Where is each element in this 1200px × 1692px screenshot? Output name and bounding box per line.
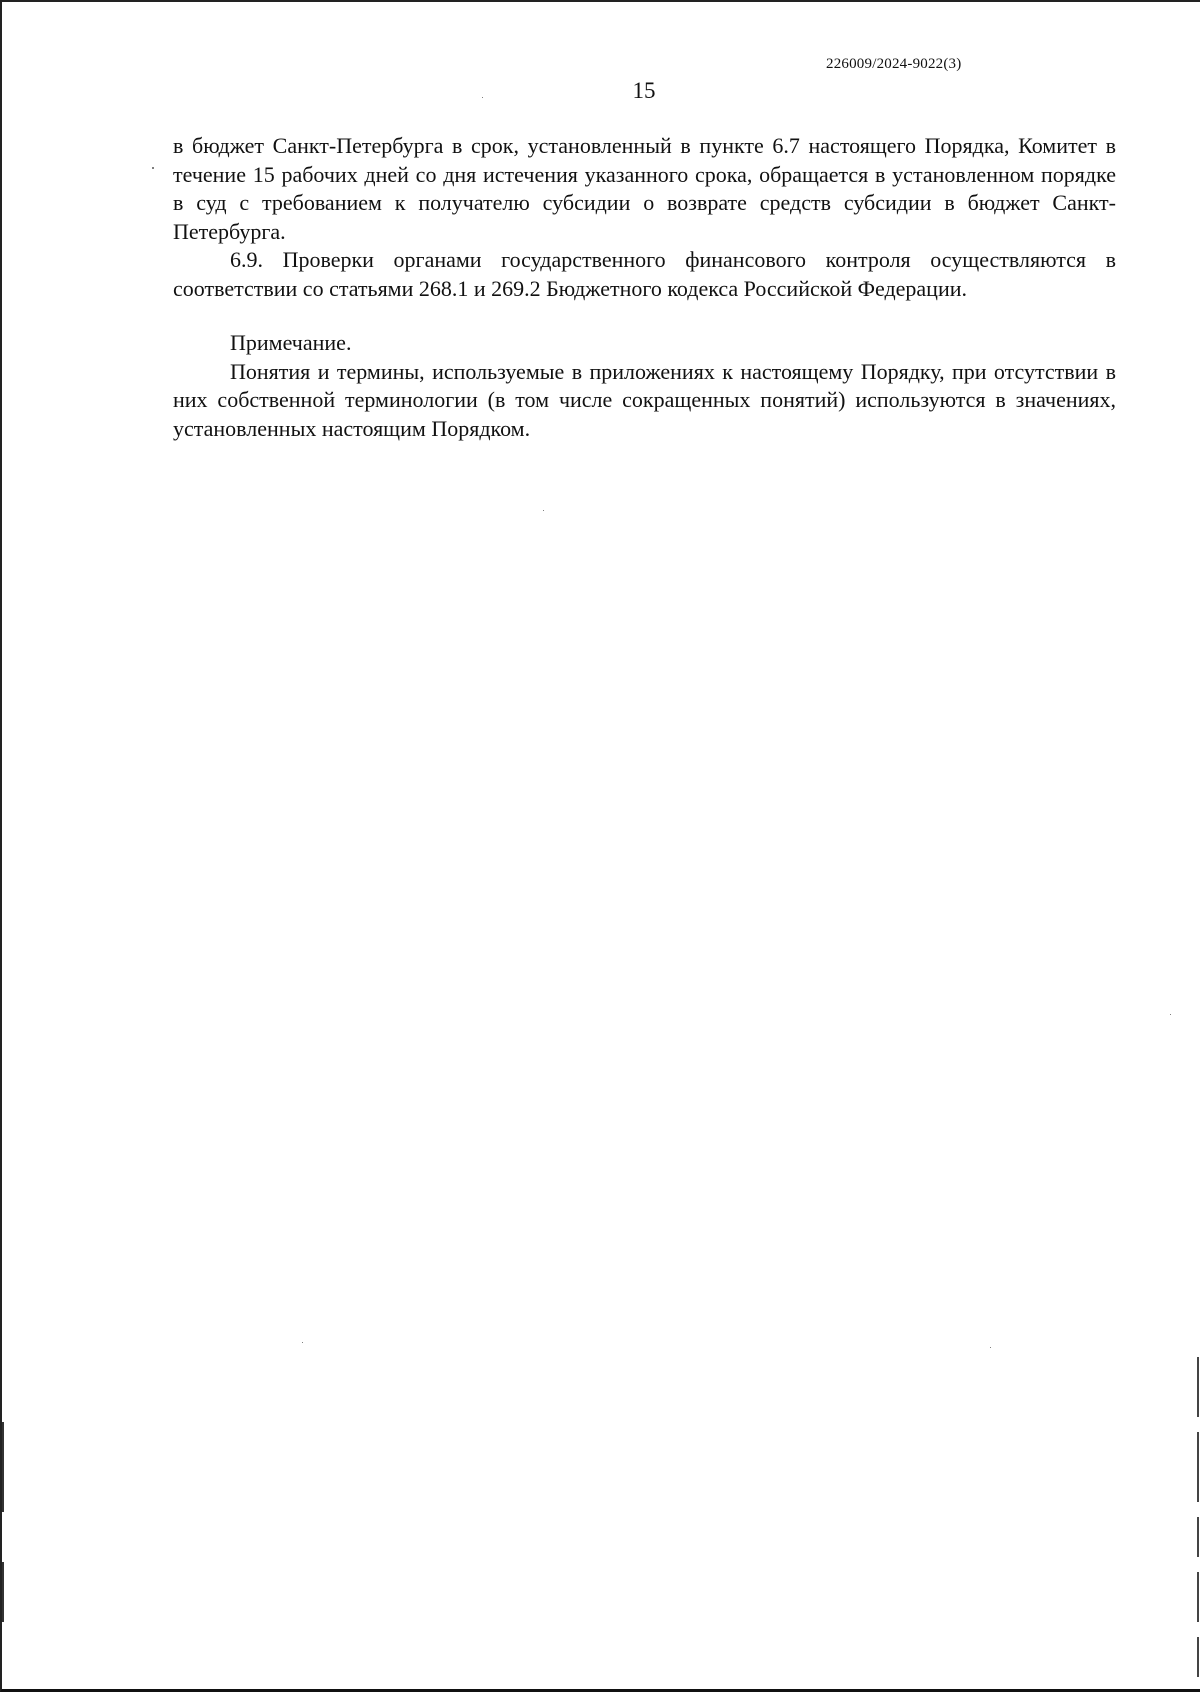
- note-text: Понятия и термины, используемые в приложениях к настоящему Порядку, при отсутствии в них собственной терминологии (в том числе сокращенных понятий) используются в значениях, установленных настоящим Порядком.: [173, 358, 1116, 441]
- scan-speck: [1170, 1014, 1171, 1015]
- scan-speck: [990, 1347, 991, 1348]
- scan-left-edge-mark: [2, 1562, 4, 1622]
- paragraph-continuation: в бюджет Санкт-Петербурга в срок, установленный в пункте 6.7 настоящего Порядка, Комитет в течение 15 рабочих дней со дня истечения указанного срока, обращается в установленном порядке в суд с требованием к получателю субсидии о возврате средств субсидии в бюджет Санкт-Петербурга.: [173, 133, 1116, 244]
- scan-edge-mark: [1197, 1572, 1199, 1622]
- scan-speck: [543, 510, 544, 511]
- scan-speck: [152, 167, 154, 169]
- scan-speck: [482, 97, 483, 98]
- note-heading: Примечание.: [230, 330, 352, 355]
- scan-edge-mark: [1197, 1637, 1199, 1677]
- scan-edge-mark: [1197, 1432, 1199, 1502]
- document-id: 226009/2024-9022(3): [826, 56, 962, 72]
- scan-edge-mark: [1197, 1517, 1199, 1557]
- page-number: 15: [632, 78, 656, 103]
- paragraph-6-9: 6.9. Проверки органами государственного финансового контроля осуществляются в соответствии со статьями 268.1 и 269.2 Бюджетного кодекса Российской Федерации.: [173, 247, 1116, 301]
- scan-speck: [302, 1342, 303, 1343]
- scan-left-edge-mark: [2, 1422, 4, 1512]
- scan-edge-mark: [1197, 1357, 1199, 1417]
- document-body: [173, 132, 1116, 443]
